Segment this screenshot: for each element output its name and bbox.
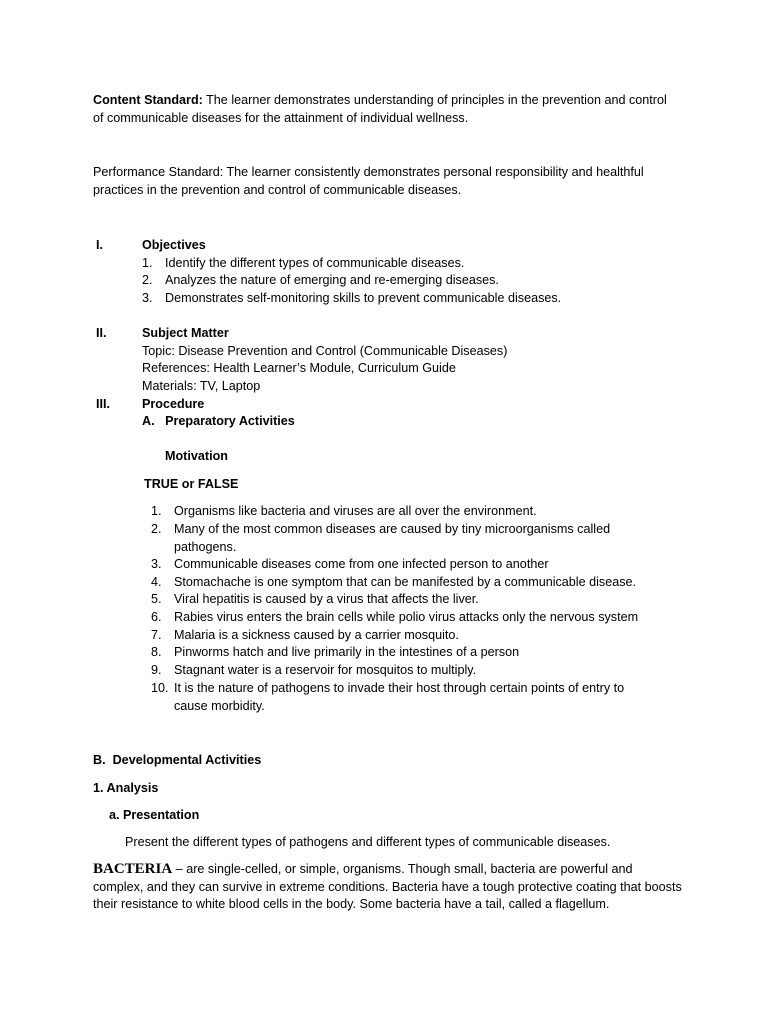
true-false-number: 9. <box>151 663 162 677</box>
section-1-numeral: I. <box>96 238 103 252</box>
content-standard-paragraph <box>93 92 678 127</box>
objective-number: 1. <box>142 256 153 270</box>
objective-number: 2. <box>142 273 153 287</box>
developmental-activities-heading: B. Developmental Activities <box>93 753 262 767</box>
performance-standard-paragraph: Performance Standard: The learner consistently demonstrates personal responsibility and healthful practices in the prevention and control of communicable diseases. <box>93 165 644 197</box>
true-false-number: 7. <box>151 628 162 642</box>
presentation-text: Present the different types of pathogens and different types of communicable diseases. <box>125 835 611 849</box>
topic-line: Topic: Disease Prevention and Control (Communicable Diseases) <box>142 344 508 358</box>
motivation-heading: Motivation <box>165 449 228 463</box>
true-false-text: Communicable diseases come from one infected person to another <box>174 557 549 571</box>
true-false-number: 6. <box>151 610 162 624</box>
true-false-text: Rabies virus enters the brain cells while polio virus attacks only the nervous system <box>174 610 639 624</box>
section-2-numeral: II. <box>96 326 107 340</box>
analysis-heading: 1. Analysis <box>93 781 159 795</box>
true-false-number: 4. <box>151 575 162 589</box>
content-standard-text: The learner demonstrates understanding of principles in the prevention and control of communicable diseases for the attainment of individual wellness. <box>93 93 667 125</box>
section-1-title: Objectives <box>142 238 206 252</box>
true-false-text: Malaria is a sickness caused by a carrier mosquito. <box>174 628 459 642</box>
objective-text: Demonstrates self-monitoring skills to prevent communicable diseases. <box>165 291 562 305</box>
true-false-number: 5. <box>151 592 162 606</box>
true-false-text: Organisms like bacteria and viruses are all over the environment. <box>174 504 537 518</box>
true-false-heading: TRUE or FALSE <box>144 477 239 491</box>
true-false-number: 10. <box>151 681 169 695</box>
objective-text: Analyzes the nature of emerging and re-emerging diseases. <box>165 273 499 287</box>
true-false-number: 1. <box>151 504 162 518</box>
materials-line: Materials: TV, Laptop <box>142 379 261 393</box>
preparatory-activities-heading: A. Preparatory Activities <box>142 414 295 428</box>
true-false-text: It is the nature of pathogens to invade their host through certain points of entry to cause morbidity. <box>174 681 625 713</box>
bacteria-text: – are single-celled, or simple, organisms. Though small, bacteria are powerful and complex, and they can survive in extreme conditions. Bacteria have a tough protective coating that boosts their resistance to white blood cells in the body. Some bacteria have a tail, called a flagellum. <box>93 862 682 911</box>
section-2-title: Subject Matter <box>142 326 229 340</box>
section-3-numeral: III. <box>96 397 110 411</box>
bacteria-paragraph <box>93 861 683 914</box>
true-false-number: 8. <box>151 645 162 659</box>
true-false-text: Pinworms hatch and live primarily in the intestines of a person <box>174 645 520 659</box>
objective-number: 3. <box>142 291 153 305</box>
true-false-text: Viral hepatitis is caused by a virus that affects the liver. <box>174 592 479 606</box>
objective-text: Identify the different types of communicable diseases. <box>165 256 465 270</box>
true-false-text: Stomachache is one symptom that can be manifested by a communicable disease. <box>174 575 637 589</box>
content-standard-label: Content Standard: <box>93 93 203 107</box>
references-line: References: Health Learner’s Module, Curriculum Guide <box>142 361 456 375</box>
bacteria-term: BACTERIA <box>93 861 173 877</box>
section-3-title: Procedure <box>142 397 205 411</box>
true-false-number: 3. <box>151 557 162 571</box>
true-false-text: Stagnant water is a reservoir for mosquitos to multiply. <box>174 663 477 677</box>
true-false-text: Many of the most common diseases are caused by tiny microorganisms called pathogens. <box>174 522 611 554</box>
presentation-heading: a. Presentation <box>109 808 200 822</box>
true-false-number: 2. <box>151 522 162 536</box>
